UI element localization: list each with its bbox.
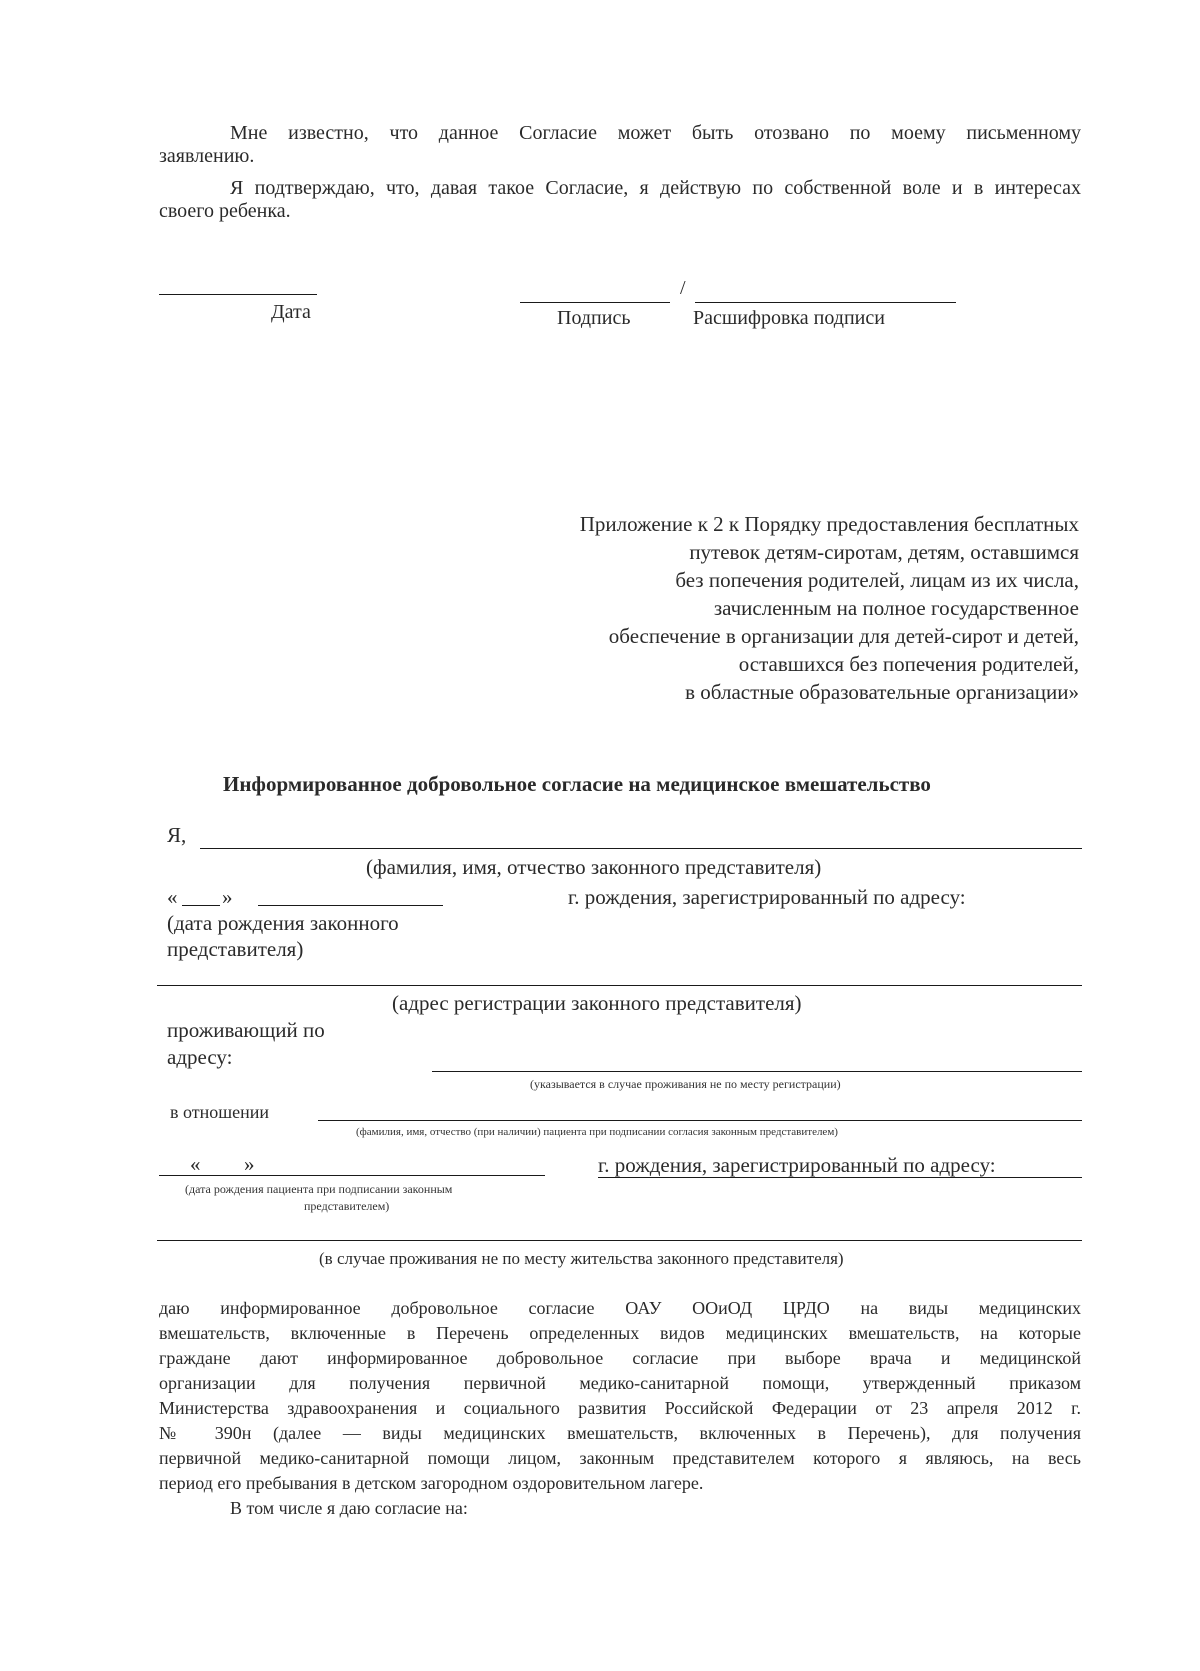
caption-address-rep: (адрес регистрации законного представителя)	[392, 991, 802, 1015]
consent-line: граждане дают информированное добровольное согласие при выборе врача и медицинской	[159, 1348, 1081, 1368]
consent-line: вмешательств, включенные в Перечень определенных видов медицинских вмешательств, на которые	[159, 1323, 1081, 1343]
appendix-line: без попечения родителей, лицам из их числа,	[675, 568, 1079, 592]
caption-fio-rep: (фамилия, имя, отчество законного представителя)	[366, 855, 822, 879]
living-label-2: адресу:	[167, 1045, 233, 1069]
consent-line: Министерства здравоохранения и социального развития Российской Федерации от 23 апреля 2012 г.	[159, 1398, 1081, 1418]
signature-line	[520, 302, 670, 303]
birth-reg-text: г. рождения, зарегистрированный по адресу:	[568, 885, 966, 909]
living-label-1: проживающий по	[167, 1018, 325, 1042]
caption-dob-rep-2: представителя)	[167, 937, 304, 961]
dob-rep-field[interactable]	[258, 905, 443, 906]
caption-dob-rep-1: (дата рождения законного	[167, 911, 399, 935]
appendix-line: обеспечение в организации для детей-сирот и детей,	[608, 624, 1079, 648]
consent-line: даю информированное добровольное согласие ОАУ ООиОД ЦРДО на виды медицинских	[159, 1298, 1081, 1318]
caption-dob-patient-1: (дата рождения пациента при подписании законным	[185, 1182, 453, 1196]
decryption-line	[695, 302, 956, 303]
paragraph-revocation-line2: заявлению.	[159, 145, 255, 167]
living-address-field[interactable]	[432, 1071, 1082, 1072]
consent-line: первичной медико-санитарной помощи лицом, законным представителем которого я являюсь, на весь	[159, 1448, 1081, 1468]
living-address-patient-field[interactable]	[157, 1240, 1082, 1241]
quote-open-2: «	[190, 1152, 201, 1176]
birth-reg-text-2: г. рождения, зарегистрированный по адресу:	[598, 1153, 996, 1177]
signature-label: Подпись	[557, 307, 631, 329]
caption-living: (указывается в случае проживания не по месту регистрации)	[530, 1077, 841, 1091]
quote-close: »	[222, 885, 233, 909]
dob-rep-day-field[interactable]	[182, 905, 220, 906]
date-label: Дата	[271, 301, 311, 323]
consent-line: № 390н (далее — виды медицинских вмешательств, включенных в Перечень), для получения	[159, 1423, 1081, 1443]
decryption-label: Расшифровка подписи	[693, 307, 885, 329]
paragraph-confirmation-line1: Я подтверждаю, что, давая такое Согласие, я действую по собственной воле и в интересах	[230, 177, 1081, 199]
consent-line: организации для получения первичной медико-санитарной помощи, утвержденный приказом	[159, 1373, 1081, 1393]
consent-paragraph	[159, 1298, 1081, 1523]
caption-living-2: (в случае проживания не по месту жительства законного представителя)	[319, 1249, 844, 1268]
separator-slash: /	[680, 277, 686, 299]
birth-reg-underline	[598, 1177, 1082, 1178]
address-rep-field[interactable]	[157, 985, 1082, 986]
quote-close-2: »	[244, 1152, 255, 1176]
regarding-label: в отношении	[170, 1102, 270, 1122]
appendix-line: оставшихся без попечения родителей,	[738, 652, 1079, 676]
i-label: Я,	[167, 823, 187, 847]
appendix-line: путевок детям-сиротам, детям, оставшимся	[689, 540, 1079, 564]
consent-last-line: период его пребывания в детском загородном оздоровительном лагере.	[159, 1473, 704, 1493]
quote-open: «	[167, 885, 178, 909]
paragraph-revocation-line1: Мне известно, что данное Согласие может быть отозвано по моему письменному	[230, 122, 1081, 144]
appendix-line: в областные образовательные организации»	[685, 680, 1079, 704]
appendix-line: Приложение к 2 к Порядку предоставления бесплатных	[579, 512, 1079, 536]
consent-also-line: В том числе я даю согласие на:	[230, 1498, 468, 1518]
form-title: Информированное добровольное согласие на медицинское вмешательство	[223, 772, 931, 796]
appendix-line: зачисленным на полное государственное	[713, 596, 1079, 620]
fio-rep-field[interactable]	[200, 848, 1082, 849]
caption-dob-patient-2: представителем)	[304, 1199, 390, 1213]
fio-patient-field[interactable]	[318, 1120, 1082, 1121]
paragraph-confirmation-line2: своего ребенка.	[159, 200, 291, 222]
caption-fio-patient: (фамилия, имя, отчество (при наличии) пациента при подписании согласия законным представителем)	[356, 1126, 838, 1138]
dob-patient-field[interactable]	[159, 1175, 545, 1176]
appendix-block	[379, 512, 1079, 708]
date-line	[159, 294, 317, 295]
